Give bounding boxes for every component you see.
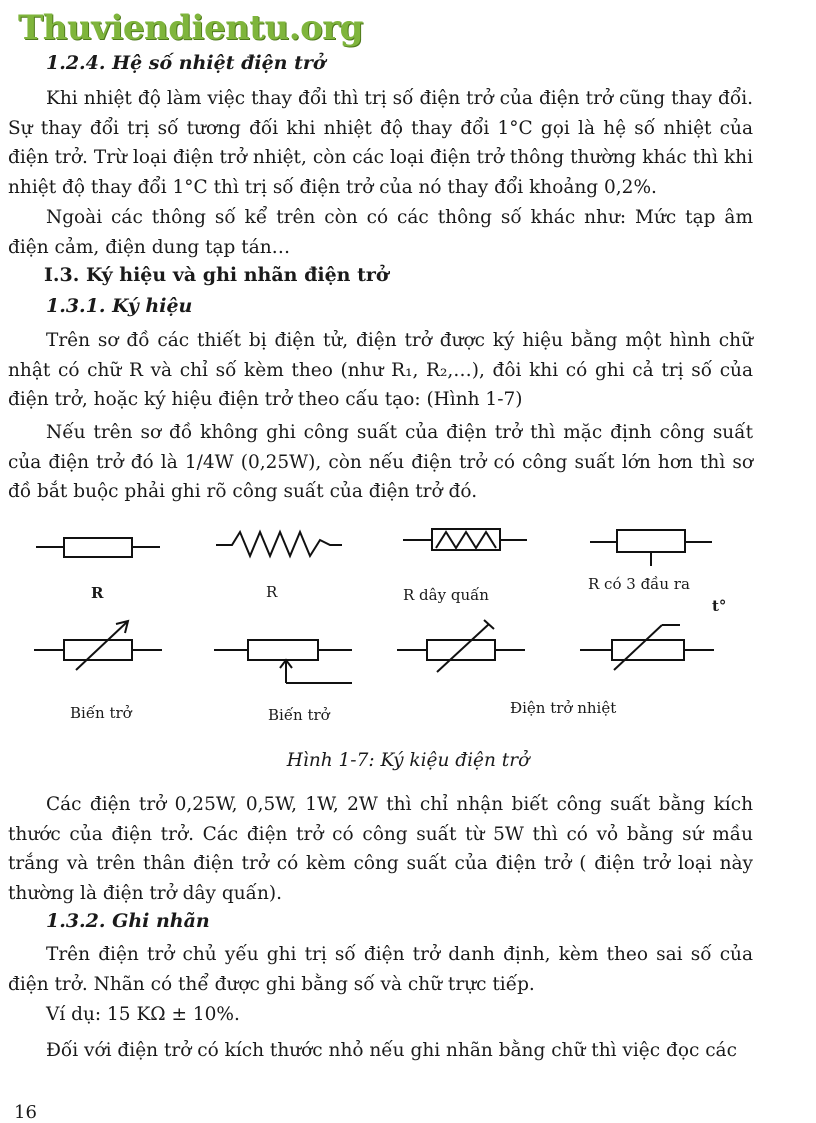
example-line: Ví dụ: 15 KΩ ± 10%. [46,1004,240,1025]
label-variable-resistor-1: Biến trở [70,704,132,722]
paragraph-symbol: Trên sơ đồ các thiết bị điện tử, điện trở được ký hiệu bằng một hình chữ nhật có chữ R và chỉ số kèm theo (như R₁, R₂,…), đôi khi có ghi cả trị số của điện trở, hoặc ký hiệu điện trở theo cấu tạo: (Hình 1-7) [8,330,753,410]
thermistor-symbol [580,625,714,670]
label-variable-resistor-2: Biến trở [268,706,330,724]
heading-1-3-1: 1.3.1. Ký hiệu [46,295,193,317]
label-three-terminal: R có 3 đầu ra [588,575,690,593]
label-temperature: t° [712,597,727,615]
paragraph-labeling: Trên điện trở chủ yếu ghi trị số điện trở danh định, kèm theo sai số của điện trở. Nhãn có thể được ghi bằng số và chữ trực tiếp. [8,944,753,995]
variable-resistor-arrow-symbol [34,621,162,670]
wirewound-resistor-symbol [403,529,527,550]
potentiometer-symbol [214,640,352,683]
paragraph-temp-coefficient: Khi nhiệt độ làm việc thay đổi thì trị số điện trở của điện trở cũng thay đổi. Sự thay đổi trị số tương đối khi nhiệt độ thay đổi 1°C gọi là hệ số nhiệt của điện trở. Trừ loại điện trở nhiệt, còn các loại điện trở thông thường khác thì khi nhiệt độ thay đổi 1°C thì trị số điện trở của nó thay đổi khoảng 0,2%. [8,88,753,198]
paragraph-small-resistors: Đối với điện trở có kích thước nhỏ nếu ghi nhãn bằng chữ thì việc đọc các [46,1040,737,1061]
variable-resistor-preset-symbol [397,620,525,672]
heading-1-3-2: 1.3.2. Ghi nhãn [46,910,210,932]
watermark-logo: Thuviendientu.org [18,8,363,48]
paragraph-power-rating: Các điện trở 0,25W, 0,5W, 1W, 2W thì chỉ nhận biết công suất bằng kích thước của điện trở. Các điện trở có công suất từ 5W thì có vỏ bằng sứ mầu trắng và trên thân điện trở có kèm công suất của điện trở ( điện trở loại này thường là điện trở dây quấn). [8,794,753,904]
label-wirewound: R dây quấn [403,586,489,604]
heading-1-3: I.3. Ký hiệu và ghi nhãn điện trở [44,264,389,286]
paragraph-other-params: Ngoài các thông số kể trên còn có các thông số khác như: Mức tạp âm điện cảm, điện dung tạp tán… [8,207,753,258]
figure-caption: Hình 1-7: Ký kiệu điện trở [286,750,530,771]
three-terminal-resistor-symbol [590,530,712,566]
heading-1-2-4: 1.2.4. Hệ số nhiệt điện trở [46,52,326,74]
label-thermistor: Điện trở nhiệt [510,699,617,717]
paragraph-default-power: Nếu trên sơ đồ không ghi công suất của điện trở thì mặc định công suất của điện trở đó là 1/4W (0,25W), còn nếu điện trở có công suất lớn hơn thì sơ đồ bắt buộc phải ghi rõ công suất của điện trở đó. [8,422,753,502]
label-r-rect: R [91,584,104,602]
label-r-zigzag: R [266,583,278,601]
resistor-zigzag-symbol [216,532,342,556]
page-number: 16 [14,1102,37,1123]
resistor-rect-symbol [36,538,160,557]
